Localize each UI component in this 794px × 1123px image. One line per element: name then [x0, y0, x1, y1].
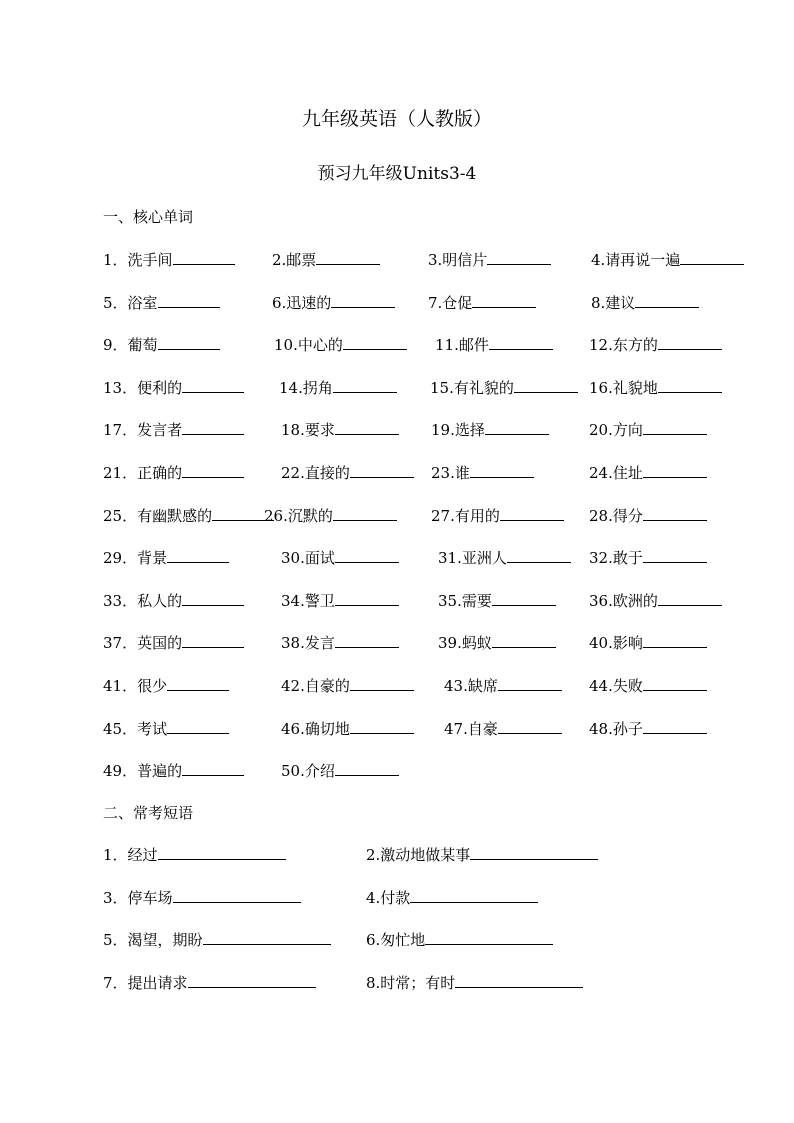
vocab-item-label: 9．葡萄 — [103, 336, 158, 355]
vocab-item-label: 17．发言者 — [103, 421, 183, 440]
phrase-item — [366, 888, 538, 908]
answer-blank[interactable] — [335, 548, 399, 563]
phrase-item-label: 2.激动地做某事 — [366, 846, 471, 864]
vocab-item-label: 34.警卫 — [281, 591, 335, 610]
answer-blank[interactable] — [333, 378, 397, 393]
answer-blank[interactable] — [182, 420, 244, 435]
vocab-item — [281, 719, 414, 739]
vocab-item — [103, 378, 244, 398]
phrase-item — [103, 973, 316, 993]
vocab-item — [279, 378, 397, 398]
page-title: 九年级英语（人教版） — [301, 108, 492, 130]
vocab-item-label: 45．考试 — [103, 719, 168, 738]
vocab-item — [281, 591, 399, 611]
vocab-item-label: 5．浴室 — [103, 293, 158, 312]
vocab-item-label: 39.蚂蚁 — [438, 634, 492, 653]
answer-blank[interactable] — [643, 719, 707, 734]
vocab-item — [589, 633, 707, 653]
phrase-item — [366, 930, 553, 950]
answer-blank[interactable] — [500, 506, 564, 521]
phrase-item — [103, 888, 301, 908]
vocab-item-label: 23.谁 — [431, 464, 470, 482]
answer-blank[interactable] — [492, 591, 556, 606]
vocab-item-label: 48.孙子 — [589, 719, 643, 738]
answer-blank[interactable] — [167, 719, 229, 734]
answer-blank[interactable] — [331, 293, 395, 308]
vocab-item-label: 15.有礼貌的 — [430, 378, 514, 397]
answer-blank[interactable] — [507, 548, 571, 563]
answer-blank[interactable] — [643, 420, 707, 435]
vocab-item — [589, 591, 722, 611]
vocab-item-label: 12.东方的 — [589, 336, 658, 355]
vocab-item — [431, 420, 549, 440]
vocab-item-label: 19.选择 — [431, 421, 485, 440]
vocab-item-label: 27.有用的 — [431, 506, 500, 525]
answer-blank[interactable] — [182, 761, 244, 776]
vocab-item — [428, 250, 551, 270]
answer-blank[interactable] — [167, 676, 229, 691]
vocab-item — [103, 591, 244, 611]
answer-blank[interactable] — [425, 930, 553, 945]
vocab-item-label: 47.自豪 — [444, 719, 498, 738]
answer-blank[interactable] — [335, 591, 399, 606]
vocab-item — [438, 633, 556, 653]
vocab-item — [281, 420, 399, 440]
vocab-item-label: 3.明信片 — [428, 251, 488, 269]
answer-blank[interactable] — [158, 845, 286, 860]
vocab-item — [430, 378, 578, 398]
vocab-item-label: 43.缺席 — [444, 677, 498, 695]
vocab-item — [438, 548, 571, 568]
vocab-item-label: 14.拐角 — [279, 378, 333, 397]
vocab-item — [589, 378, 722, 398]
vocab-item-label: 33．私人的 — [103, 591, 183, 610]
vocab-item-label: 50.介绍 — [281, 762, 335, 781]
vocab-item — [589, 335, 722, 355]
answer-blank[interactable] — [350, 463, 414, 478]
vocab-item — [281, 676, 414, 696]
vocab-item — [589, 506, 707, 526]
vocab-item-label: 1．洗手间 — [103, 251, 173, 269]
vocab-item — [103, 293, 220, 313]
answer-blank[interactable] — [514, 378, 578, 393]
vocab-item — [103, 676, 229, 696]
answer-blank[interactable] — [167, 548, 229, 563]
vocab-item-label: 25．有幽默感的 — [103, 506, 213, 525]
answer-blank[interactable] — [643, 676, 707, 691]
answer-blank[interactable] — [173, 888, 301, 903]
section-heading-core-words: 一、核心单词 — [103, 208, 194, 226]
section-heading-phrases: 二、常考短语 — [103, 804, 194, 822]
answer-blank[interactable] — [158, 293, 220, 308]
vocab-item — [428, 293, 536, 313]
answer-blank[interactable] — [470, 463, 534, 478]
vocab-item — [281, 548, 399, 568]
vocab-item — [103, 548, 229, 568]
vocab-item — [272, 250, 380, 270]
vocab-item-label: 11.邮件 — [435, 336, 489, 355]
phrase-item-label: 7．提出请求 — [103, 973, 188, 992]
vocab-item — [272, 293, 395, 313]
answer-blank[interactable] — [635, 293, 699, 308]
vocab-item-label: 38.发言 — [281, 634, 335, 653]
phrase-item — [103, 930, 331, 950]
answer-blank[interactable] — [188, 973, 316, 988]
vocab-item-label: 31.亚洲人 — [438, 549, 507, 568]
vocab-item — [438, 591, 556, 611]
vocab-item — [103, 420, 244, 440]
vocab-item-label: 7.仓促 — [428, 293, 473, 312]
answer-blank[interactable] — [489, 335, 553, 350]
vocab-item-label: 13．便利的 — [103, 378, 183, 397]
vocab-item-label: 42.自豪的 — [281, 677, 350, 695]
page-subtitle: 预习九年级Units3-4 — [317, 164, 477, 184]
answer-blank[interactable] — [485, 420, 549, 435]
vocab-item — [281, 761, 399, 781]
answer-blank[interactable] — [643, 463, 707, 478]
answer-blank[interactable] — [680, 250, 744, 265]
answer-blank[interactable] — [333, 506, 397, 521]
vocab-item — [591, 293, 699, 313]
vocab-item — [444, 676, 562, 696]
vocab-item-label: 46.确切地 — [281, 719, 350, 738]
vocab-item-label: 16.礼貌地 — [589, 378, 658, 397]
vocab-item-label: 40.影响 — [589, 634, 643, 653]
answer-blank[interactable] — [182, 463, 244, 478]
vocab-item-label: 10.中心的 — [274, 336, 343, 355]
vocab-item — [589, 548, 707, 568]
phrase-item-label: 8.时常；有时 — [366, 973, 456, 992]
answer-blank[interactable] — [203, 930, 331, 945]
answer-blank[interactable] — [158, 335, 220, 350]
answer-blank[interactable] — [173, 250, 235, 265]
answer-blank[interactable] — [410, 888, 538, 903]
vocab-item-label: 37．英国的 — [103, 634, 183, 653]
answer-blank[interactable] — [335, 420, 399, 435]
answer-blank[interactable] — [182, 633, 244, 648]
answer-blank[interactable] — [350, 676, 414, 691]
vocab-item — [103, 463, 244, 483]
answer-blank[interactable] — [643, 633, 707, 648]
vocab-item-label: 26.沉默的 — [264, 506, 333, 525]
vocab-item — [103, 761, 244, 781]
vocab-item — [281, 463, 414, 483]
answer-blank[interactable] — [498, 719, 562, 734]
vocab-item — [589, 719, 707, 739]
answer-blank[interactable] — [182, 378, 244, 393]
vocab-item-label: 2.邮票 — [272, 251, 317, 269]
vocab-item-label: 29．背景 — [103, 549, 168, 568]
answer-blank[interactable] — [658, 591, 722, 606]
answer-blank[interactable] — [335, 633, 399, 648]
vocab-item — [274, 335, 407, 355]
phrase-item — [366, 845, 598, 865]
answer-blank[interactable] — [487, 250, 551, 265]
vocab-item-label: 18.要求 — [281, 421, 335, 440]
phrase-item — [366, 973, 583, 993]
vocab-item — [435, 335, 553, 355]
phrase-item-label: 6.匆忙地 — [366, 931, 426, 949]
vocab-item — [281, 633, 399, 653]
vocab-item-label: 21．正确的 — [103, 464, 183, 482]
vocab-item-label: 49．普遍的 — [103, 762, 183, 781]
vocab-item — [589, 420, 707, 440]
vocab-item — [591, 250, 744, 270]
vocab-item-label: 24.住址 — [589, 464, 643, 482]
vocab-item — [444, 719, 562, 739]
vocab-item-label: 28.得分 — [589, 506, 643, 525]
vocab-item-label: 35.需要 — [438, 591, 492, 610]
answer-blank[interactable] — [343, 335, 407, 350]
phrase-item-label: 5．渴望，期盼 — [103, 931, 203, 949]
vocab-item — [103, 719, 229, 739]
answer-blank[interactable] — [492, 633, 556, 648]
vocab-item — [589, 463, 707, 483]
vocab-item — [264, 506, 397, 526]
answer-blank[interactable] — [658, 378, 722, 393]
answer-blank[interactable] — [658, 335, 722, 350]
answer-blank[interactable] — [335, 761, 399, 776]
answer-blank[interactable] — [470, 845, 598, 860]
vocab-item-label: 32.敢于 — [589, 549, 643, 568]
phrase-item-label: 3．停车场 — [103, 888, 173, 907]
phrase-item-label: 1．经过 — [103, 846, 158, 864]
vocab-item-label: 22.直接的 — [281, 464, 350, 482]
vocab-item-label: 41．很少 — [103, 677, 168, 695]
vocab-item — [589, 676, 707, 696]
vocab-item-label: 4.请再说一遍 — [591, 251, 681, 269]
vocab-item — [431, 463, 534, 483]
vocab-item-label: 8.建议 — [591, 293, 636, 312]
vocab-item — [103, 250, 235, 270]
answer-blank[interactable] — [472, 293, 536, 308]
answer-blank[interactable] — [498, 676, 562, 691]
vocab-item — [103, 633, 244, 653]
vocab-item — [103, 506, 274, 526]
answer-blank[interactable] — [182, 591, 244, 606]
phrase-item — [103, 845, 286, 865]
answer-blank[interactable] — [643, 548, 707, 563]
answer-blank[interactable] — [455, 973, 583, 988]
answer-blank[interactable] — [350, 719, 414, 734]
vocab-item-label: 36.欧洲的 — [589, 591, 658, 610]
vocab-item-label: 20.方向 — [589, 421, 643, 440]
vocab-item-label: 44.失败 — [589, 677, 643, 695]
answer-blank[interactable] — [316, 250, 380, 265]
vocab-item — [431, 506, 564, 526]
vocab-item — [103, 335, 220, 355]
phrase-item-label: 4.付款 — [366, 888, 411, 907]
answer-blank[interactable] — [643, 506, 707, 521]
vocab-item-label: 6.迅速的 — [272, 293, 332, 312]
vocab-item-label: 30.面试 — [281, 549, 335, 568]
